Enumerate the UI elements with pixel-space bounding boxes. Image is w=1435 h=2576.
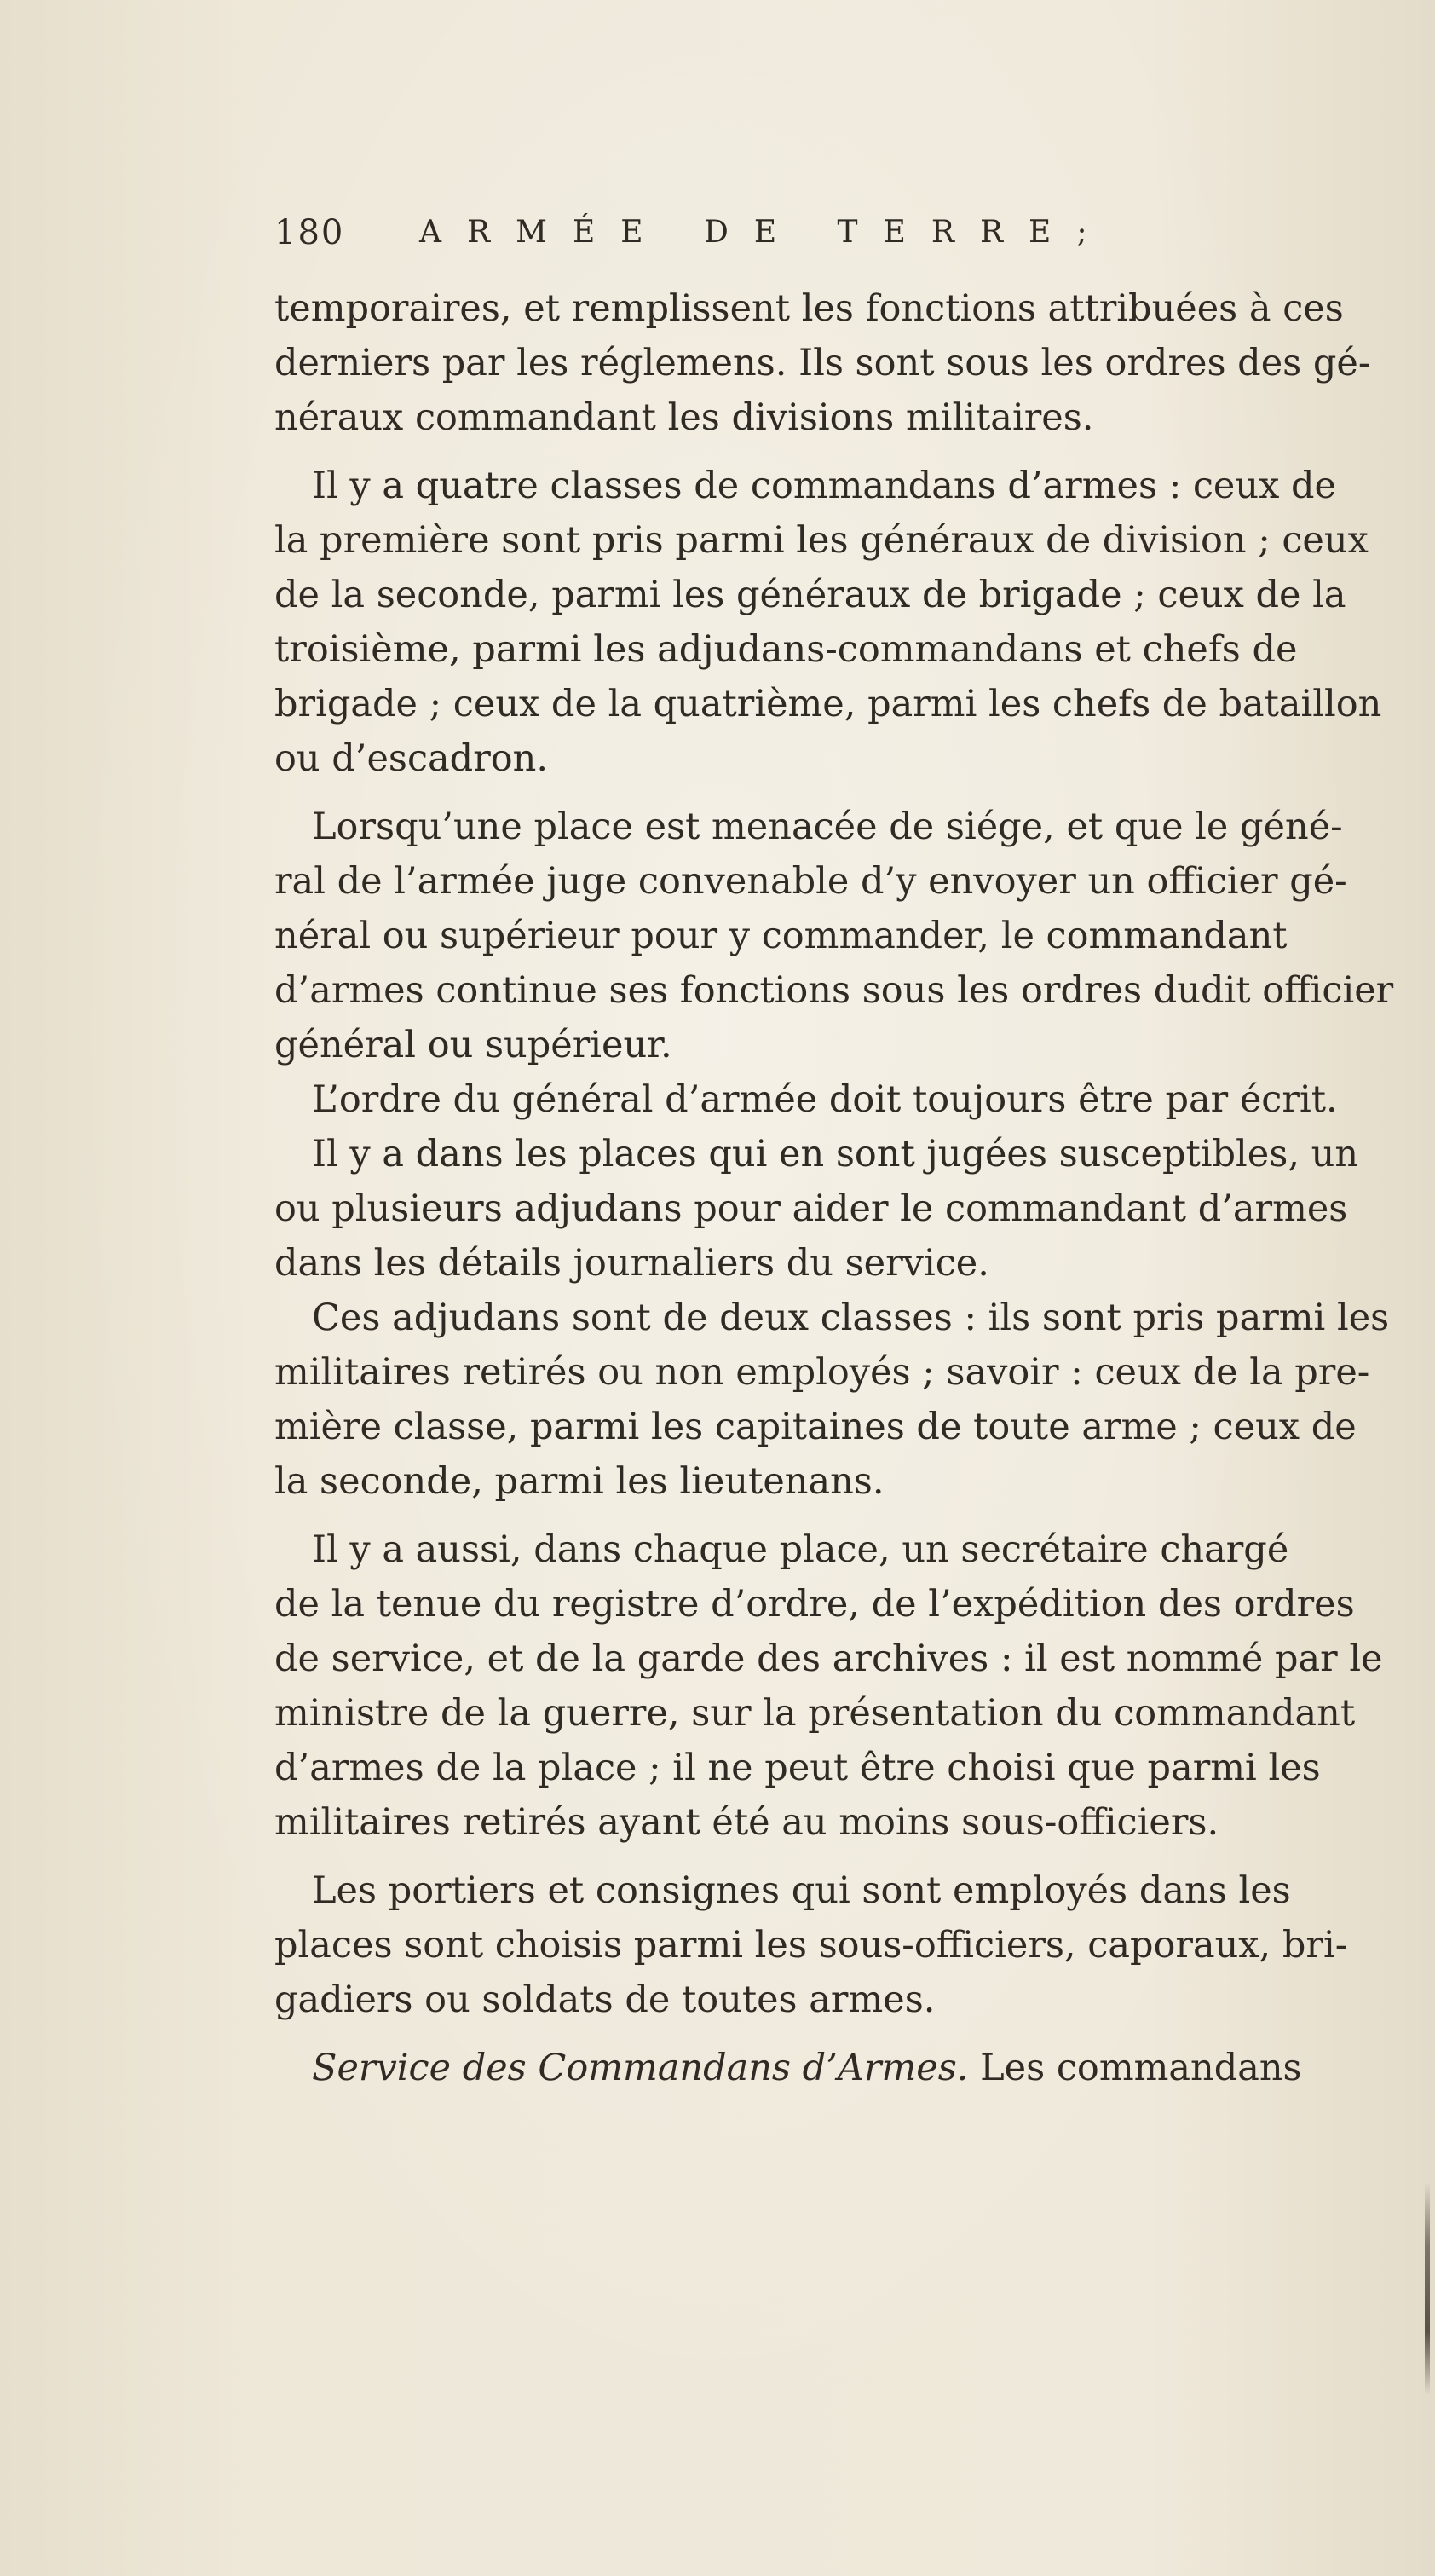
text-line: troisième, parmi les adjudans-commandans et chefs de: [274, 628, 1298, 671]
paragraph-start: Les portiers et consignes qui sont employés dans les: [312, 1869, 1291, 1912]
page-header: [274, 213, 1195, 264]
text-line: ou d’escadron.: [274, 737, 549, 780]
text-line: ou plusieurs adjudans pour aider le commandant d’armes: [274, 1187, 1348, 1230]
page-edge-shadow: [1425, 2182, 1430, 2395]
paragraph-start: L’ordre du général d’armée doit toujours être par écrit.: [312, 1078, 1338, 1121]
text-line: derniers par les réglemens. Ils sont sous les ordres des gé-: [274, 342, 1371, 384]
page-number: 180: [274, 213, 345, 252]
section-heading-line: [274, 2041, 1416, 2095]
text-line: néral ou supérieur pour y commander, le commandant: [274, 915, 1288, 957]
text-line: d’armes de la place ; il ne peut être choisi que parmi les: [274, 1747, 1321, 1789]
text-line: d’armes continue ses fonctions sous les ordres dudit officier: [274, 969, 1394, 1012]
paragraph-start: Lorsqu’une place est menacée de siége, et que le géné-: [312, 806, 1343, 848]
section-text: Les commandans: [968, 2047, 1302, 2089]
text-line: ral de l’armée juge convenable d’y envoyer un officier gé-: [274, 860, 1347, 903]
paragraph-start: Il y a aussi, dans chaque place, un secrétaire chargé: [312, 1528, 1289, 1571]
section-heading: Service des Commandans d’Armes.: [312, 2047, 969, 2089]
text-line: ministre de la guerre, sur la présentation du commandant: [274, 1692, 1356, 1735]
running-head: ARMÉE DE TERRE;: [419, 215, 1113, 250]
paragraph-start: Ces adjudans sont de deux classes : ils sont pris parmi les: [312, 1297, 1390, 1339]
text-line: de service, et de la garde des archives : il est nommé par le: [274, 1637, 1383, 1680]
text-line: la première sont pris parmi les généraux de division ; ceux: [274, 519, 1369, 562]
text-line: néraux commandant les divisions militaires.: [274, 396, 1094, 439]
text-line: la seconde, parmi les lieutenans.: [274, 1460, 885, 1503]
text-line: militaires retirés ayant été au moins sous-officiers.: [274, 1801, 1219, 1844]
text-line: mière classe, parmi les capitaines de toute arme ; ceux de: [274, 1406, 1357, 1448]
text-line: gadiers ou soldats de toutes armes.: [274, 1978, 936, 2021]
text-line: militaires retirés ou non employés ; savoir : ceux de la pre-: [274, 1351, 1370, 1394]
paragraph-start: Il y a quatre classes de commandans d’armes : ceux de: [312, 465, 1336, 507]
text-line: temporaires, et remplissent les fonctions attribuées à ces: [274, 287, 1344, 330]
text-line: général ou supérieur.: [274, 1024, 672, 1066]
text-line: places sont choisis parmi les sous-officiers, caporaux, bri-: [274, 1924, 1348, 1967]
paragraph-start: Il y a dans les places qui en sont jugées susceptibles, un: [312, 1133, 1359, 1175]
text-line: brigade ; ceux de la quatrième, parmi les chefs de bataillon: [274, 683, 1382, 725]
body-text: [274, 281, 1416, 2095]
text-line: dans les détails journaliers du service.: [274, 1242, 989, 1285]
text-line: de la tenue du registre d’ordre, de l’expédition des ordres: [274, 1583, 1355, 1626]
text-line: de la seconde, parmi les généraux de brigade ; ceux de la: [274, 574, 1346, 616]
